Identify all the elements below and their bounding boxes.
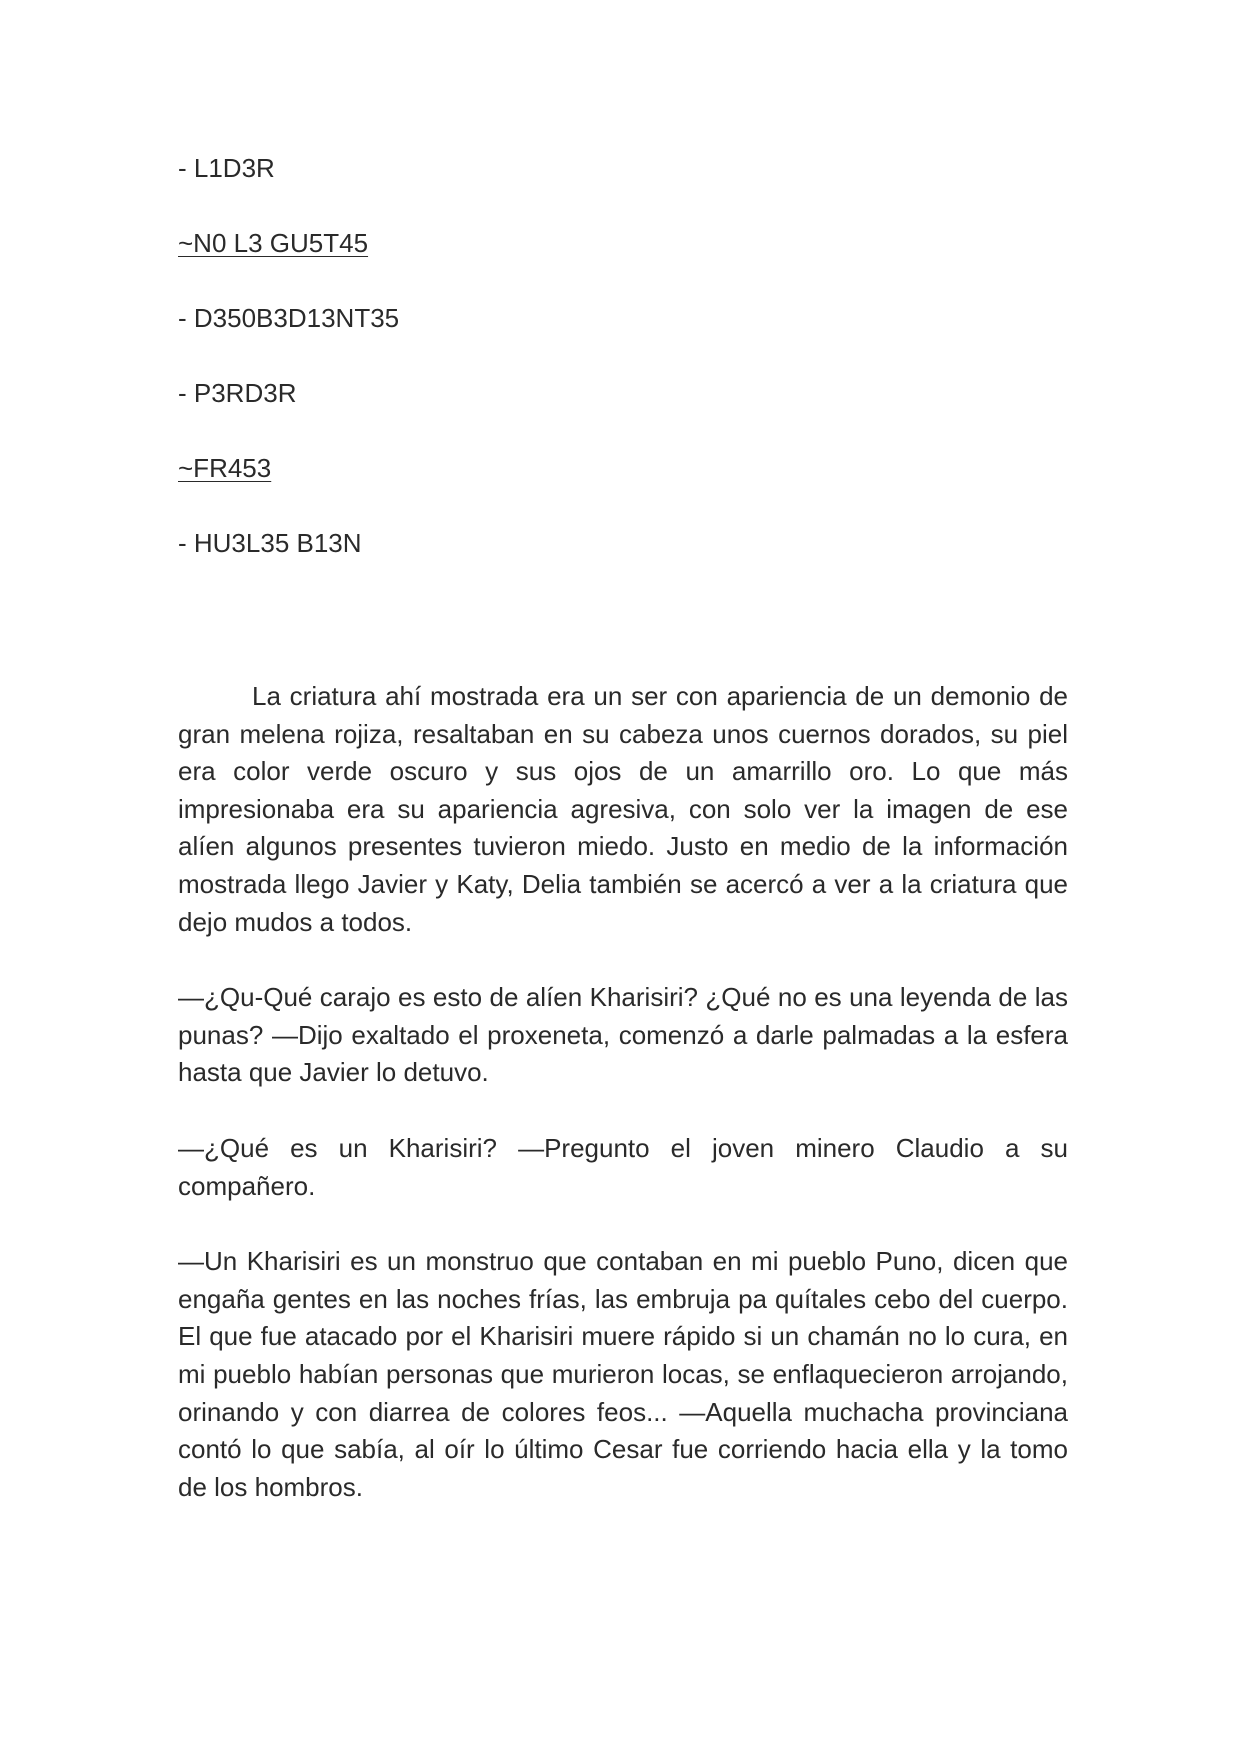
paragraph-dialogue-claudio: —¿Qué es un Kharisiri? —Pregunto el joven minero Claudio a su compañero. xyxy=(178,1132,1068,1201)
list-item-underlined: ~FR453 xyxy=(178,453,272,483)
paragraph-creature-description: La criatura ahí mostrada era un ser con apariencia de un demonio de gran melena rojiza, resaltaban en su cabeza unos cuernos dorados, su piel era color verde oscuro y sus ojos de un amarrillo oro. Lo que más impresionaba era su apariencia agresiva, con solo ver la imagen de ese alíen algunos presentes tuvieron miedo. Justo en medio de la información mostrada llego Javier y Katy, Delia también se acercó a ver a la criatura que dejo mudos a todos. xyxy=(178,681,1068,937)
coded-word-list xyxy=(178,150,878,600)
paragraph-dialogue-proxeneta: —¿Qu-Qué carajo es esto de alíen Kharisiri? ¿Qué no es una leyenda de las punas? —Dijo exaltado el proxeneta, comenzó a darle palmadas a la esfera hasta que Javier lo detuvo. xyxy=(178,982,1068,1088)
list-item: - D350B3D13NT35 xyxy=(178,303,400,333)
list-item-underlined: ~N0 L3 GU5T45 xyxy=(178,228,369,258)
paragraph-dialogue-muchacha: —Un Kharisiri es un monstruo que contaban en mi pueblo Puno, dicen que engaña gentes en las noches frías, las embruja pa quítales cebo del cuerpo. El que fue atacado por el Kharisiri muere rápido si un chamán no lo cura, en mi pueblo habían personas que murieron locas, se enflaquecieron arrojando, orinando y con diarrea de colores feos... —Aquella muchacha provinciana contó lo que sabía, al oír lo último Cesar fue corriendo hacia ella y la tomo de los hombros. xyxy=(178,1246,1068,1502)
list-item: - L1D3R xyxy=(178,153,275,183)
story-text xyxy=(178,678,1068,1544)
list-item: - HU3L35 B13N xyxy=(178,528,362,558)
list-item: - P3RD3R xyxy=(178,378,297,408)
